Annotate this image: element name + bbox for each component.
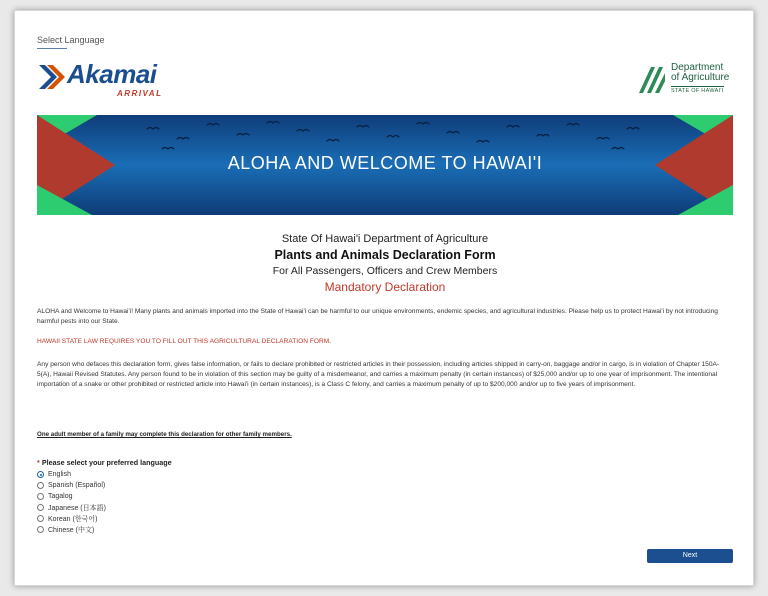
akamai-arrival-logo: [37, 59, 177, 103]
language-question-text: Please select your preferred language: [41, 458, 172, 467]
intro-text: ALOHA and Welcome to Hawai'i! Many plants and animals imported into the State of Hawai'i can be harmful to our unique environments, endemic species, and agricultural industries. Please help us to protect Hawai'i by not introducing harmful pests into our State.: [37, 308, 718, 325]
language-option-english[interactable]: [37, 469, 106, 480]
radio-english[interactable]: [37, 471, 44, 478]
form-card: [14, 10, 754, 586]
doa-title-line1: Department: [671, 62, 724, 73]
doa-logo: [637, 63, 737, 97]
next-button[interactable]: Next: [647, 549, 733, 563]
form-title: Plants and Animals Declaration Form: [274, 248, 496, 262]
option-label: English: [48, 471, 71, 478]
logo-sub: ARRIVAL: [117, 89, 163, 98]
option-label: Chinese (中文): [48, 526, 95, 534]
doa-title-line2: of Agriculture: [671, 72, 730, 83]
doa-emblem-icon: [637, 63, 667, 95]
form-heading: [37, 233, 733, 294]
akamai-logo-icon: [37, 61, 67, 93]
radio-japanese[interactable]: [37, 504, 44, 511]
form-audience: For All Passengers, Officers and Crew Members: [272, 265, 498, 277]
banner-title: ALOHA AND WELCOME TO HAWAI'I: [227, 153, 543, 173]
select-language-link[interactable]: Select Language: [37, 35, 105, 45]
option-label: Japanese (日本語): [48, 504, 106, 512]
language-option-korean[interactable]: [37, 513, 106, 524]
select-language-underline: [37, 48, 67, 49]
language-option-chinese[interactable]: [37, 524, 106, 535]
option-label: Spanish (Español): [48, 482, 106, 489]
required-asterisk: *: [37, 458, 40, 467]
state-department: State Of Hawai'i Department of Agriculture: [281, 233, 489, 245]
penalty-text: Any person who defaces this declaration form, gives false information, or fails to declare prohibited or restricted articles in their possession, including articles shipped in carry-on, baggage and/or in cargo, is in violation of Chapter 150A-5(A), Hawaii Revised Statutes. Any person found to be in violation of this section may be guilty of a misdemeanor, and carries a maximum penalty (in certain instances) of $25,000 and/or up to one year of imprisonment. The intentional importation of a snake or other prohibited or restricted article into Hawai'i (in certain instances), is a Class C felony, and carries a maximum penalty of up to $200,000 and/or up to five years of imprisonment.: [37, 361, 720, 388]
radio-tagalog[interactable]: [37, 493, 44, 500]
language-options: [37, 469, 106, 535]
language-option-spanish[interactable]: [37, 480, 106, 491]
option-label: Tagalog: [48, 493, 73, 500]
law-notice: HAWAII STATE LAW REQUIRES YOU TO FILL OUT THIS AGRICULTURAL DECLARATION FORM.: [37, 338, 332, 345]
mandatory-declaration: Mandatory Declaration: [324, 280, 446, 294]
radio-chinese[interactable]: [37, 526, 44, 533]
welcome-banner: [37, 115, 733, 215]
language-option-japanese[interactable]: [37, 502, 106, 513]
language-question-label: [37, 458, 172, 467]
option-label: Korean (한국어): [48, 515, 98, 523]
doa-state: STATE OF HAWAI'I: [671, 88, 724, 94]
logo-name: Akamai: [67, 59, 157, 89]
family-note: One adult member of a family may complete this declaration for other family members.: [37, 431, 292, 438]
language-option-tagalog[interactable]: [37, 491, 106, 502]
radio-spanish[interactable]: [37, 482, 44, 489]
radio-korean[interactable]: [37, 515, 44, 522]
